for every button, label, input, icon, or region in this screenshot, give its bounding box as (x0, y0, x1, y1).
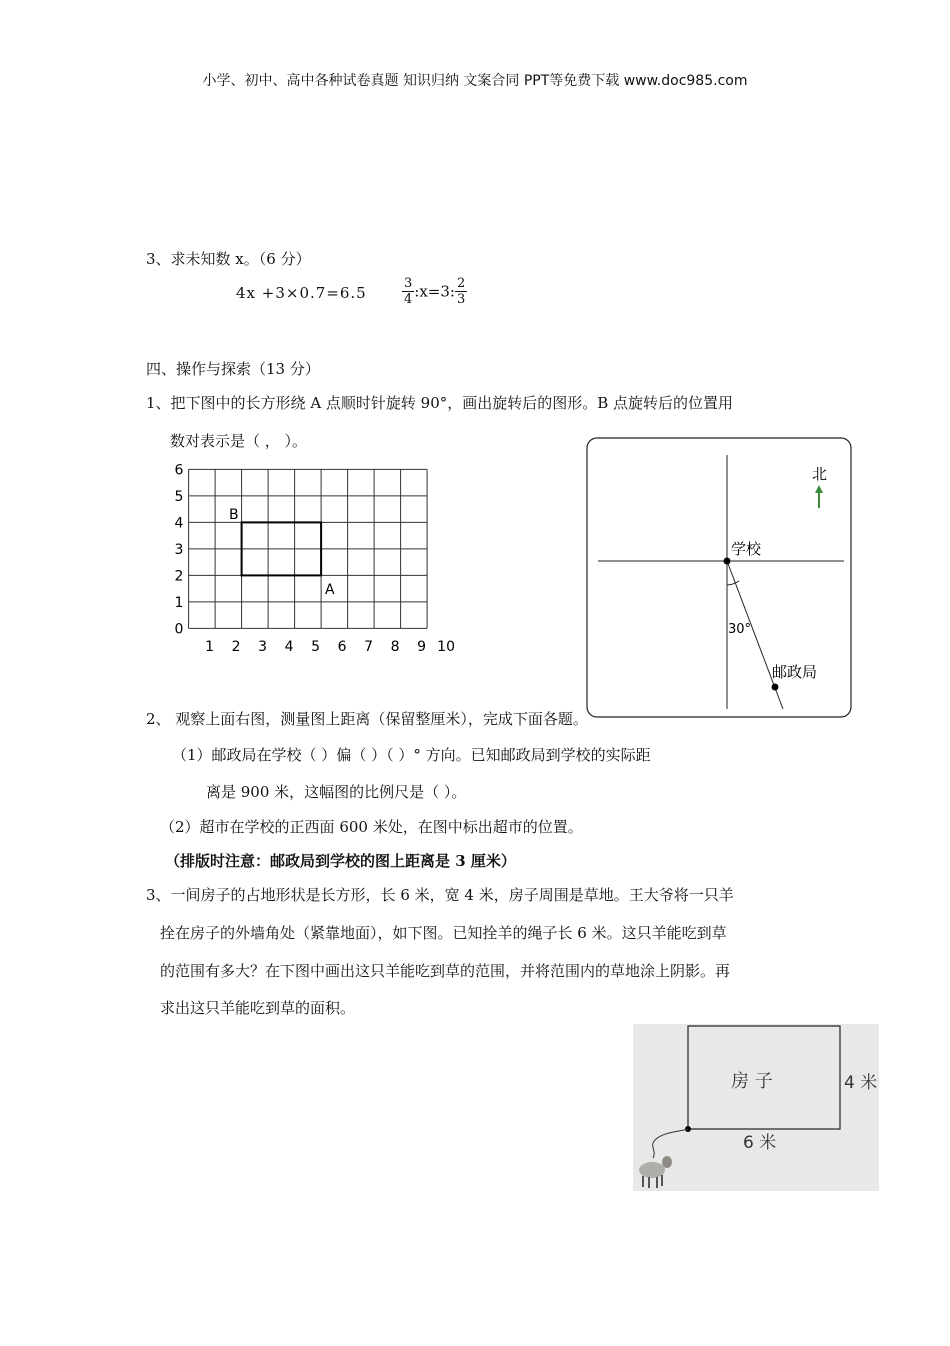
problem-2-sub1-line-1: （1）邮政局在学校（ ）偏（ ）（ ）° 方向。已知邮政局到学校的实际距 (172, 746, 651, 764)
y-axis-tick-label: 3 (174, 541, 184, 558)
post-office-point (772, 684, 779, 691)
x-axis-tick-label: 1 (205, 639, 215, 655)
x-axis-tick-label: 10 (437, 639, 456, 655)
eq2-den2: 3 (456, 292, 466, 307)
problem-2-sub1-line-2: 离是 900 米，这幅图的比例尺是（ ）。 (206, 783, 467, 801)
north-label: 北 (812, 465, 828, 483)
problem-2-sub2: （2）超市在学校的正西面 600 米处，在图中标出超市的位置。 (160, 818, 583, 836)
problem-3-line-2: 拴在房子的外墙角处（紧靠地面），如下图。已知拴羊的绳子长 6 米。这只羊能吃到草 (160, 924, 727, 942)
point-label-b: B (229, 507, 239, 523)
problem-3-line-3: 的范围有多大？在下图中画出这只羊能吃到草的范围，并将范围内的草地涂上阴影。再 (160, 962, 731, 980)
school-label: 学校 (731, 540, 762, 558)
q3-title: 3、求未知数 x。（6 分） (146, 250, 311, 268)
y-axis-tick-label: 1 (174, 594, 184, 611)
x-axis-tick-label: 8 (390, 639, 400, 655)
x-axis-tick-label: 7 (364, 639, 374, 655)
post-office-label: 邮政局 (772, 663, 818, 681)
house-length-label: 6 米 (743, 1133, 777, 1153)
x-axis-tick-label: 5 (311, 639, 321, 655)
x-axis-tick-label: 2 (231, 639, 241, 655)
house-label: 房 子 (731, 1071, 773, 1092)
eq2-mid: :x=3: (414, 282, 455, 301)
page-header: 小学、初中、高中各种试卷真题 知识归纳 文案合同 PPT等免费下载 www.doc985.com (202, 73, 748, 89)
y-axis-tick-label: 5 (174, 488, 184, 505)
y-axis-tick-label: 6 (174, 462, 184, 479)
direction-map (586, 437, 852, 719)
section-title: 四、操作与探索（13 分） (146, 360, 320, 378)
x-axis-tick-label: 4 (284, 639, 294, 655)
school-point (724, 558, 731, 565)
equation-1: 4x +3×0.7=6.5 (236, 284, 367, 302)
y-axis-tick-label: 0 (174, 621, 184, 638)
eq2-den1: 4 (404, 292, 413, 307)
house-width-label: 4 米 (844, 1073, 878, 1093)
eq2-num1: 3 (404, 276, 413, 291)
point-label-a: A (325, 582, 335, 598)
house-figure (633, 1024, 879, 1191)
x-axis-tick-label: 9 (417, 639, 427, 655)
y-axis-tick-label: 4 (174, 515, 184, 532)
x-axis-tick-label: 3 (258, 639, 268, 655)
problem-1-line-1: 1、把下图中的长方形绕 A 点顺时针旋转 90°，画出旋转后的图形。B 点旋转后的位置用 (146, 394, 734, 412)
problem-3-line-4: 求出这只羊能吃到草的面积。 (160, 999, 356, 1017)
y-axis-tick-label: 2 (174, 568, 184, 585)
problem-2-title: 2、 观察上面右图，测量图上距离（保留整厘米），完成下面各题。 (146, 710, 588, 728)
angle-label: 30° (728, 622, 752, 637)
eq2-num2: 2 (456, 276, 466, 291)
layout-note: （排版时注意：邮政局到学校的图上距离是 3 厘米） (165, 852, 516, 870)
equation-2 (402, 276, 467, 307)
problem-3-line-1: 3、一间房子的占地形状是长方形，长 6 米，宽 4 米，房子周围是草地。王大爷将一只羊 (146, 886, 734, 904)
coordinate-grid (165, 460, 465, 660)
x-axis-tick-label: 6 (337, 639, 347, 655)
problem-1-line-2: 数对表示是（ ， ）。 (170, 432, 308, 450)
